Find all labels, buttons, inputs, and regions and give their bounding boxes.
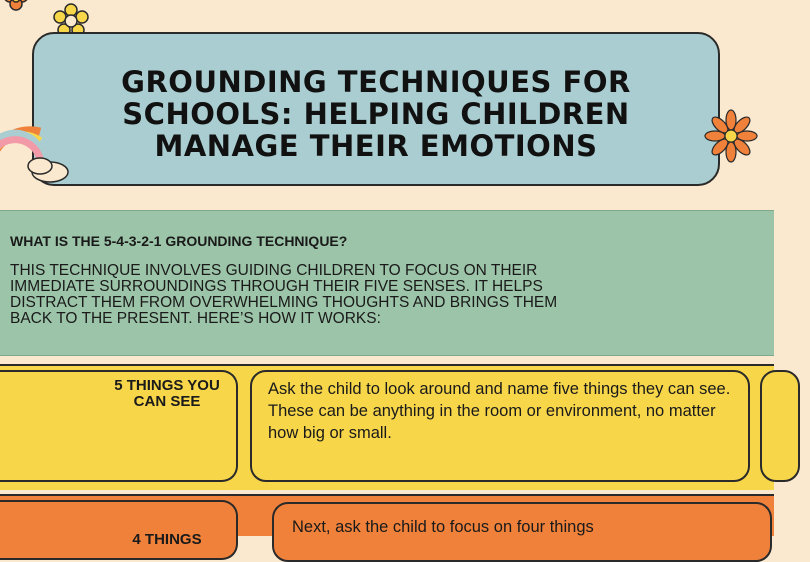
step-label-box	[0, 370, 238, 482]
step-label-box	[0, 500, 238, 560]
intro-heading: WHAT IS THE 5-4-3-2-1 GROUNDING TECHNIQUE?	[10, 233, 348, 249]
step-description: Ask the child to look around and name five things they can see. These can be anything in the room or environment, no matter how big or small.	[268, 380, 731, 442]
side-box	[760, 370, 800, 482]
step-row-see	[0, 364, 774, 490]
step-description: Next, ask the child to focus on four things	[292, 518, 594, 536]
step-label: 5 THINGS YOU CAN SEE	[114, 377, 220, 410]
title-panel	[32, 32, 720, 186]
intro-body: THIS TECHNIQUE INVOLVES GUIDING CHILDREN TO FOCUS ON THEIR IMMEDIATE SURROUNDINGS THROUGH THEIR FIVE SENSES. IT HELPS DISTRACT THEM FROM OVERWHELMING THOUGHTS AND BRINGS THEM BACK TO THE PRESENT. HERE’S HOW IT WORKS:	[10, 262, 558, 327]
flower-icon	[0, 0, 48, 20]
step-label: 4 THINGS	[132, 531, 202, 548]
step-description-box	[272, 502, 772, 562]
rainbow-icon	[0, 112, 74, 192]
intro-section	[0, 210, 774, 356]
page-title: GROUNDING TECHNIQUES FOR SCHOOLS: HELPING CHILDREN MANAGE THEIR EMOTIONS	[121, 65, 631, 163]
step-row-touch	[0, 494, 774, 548]
step-description-box	[250, 370, 750, 482]
flower-icon	[706, 110, 756, 162]
